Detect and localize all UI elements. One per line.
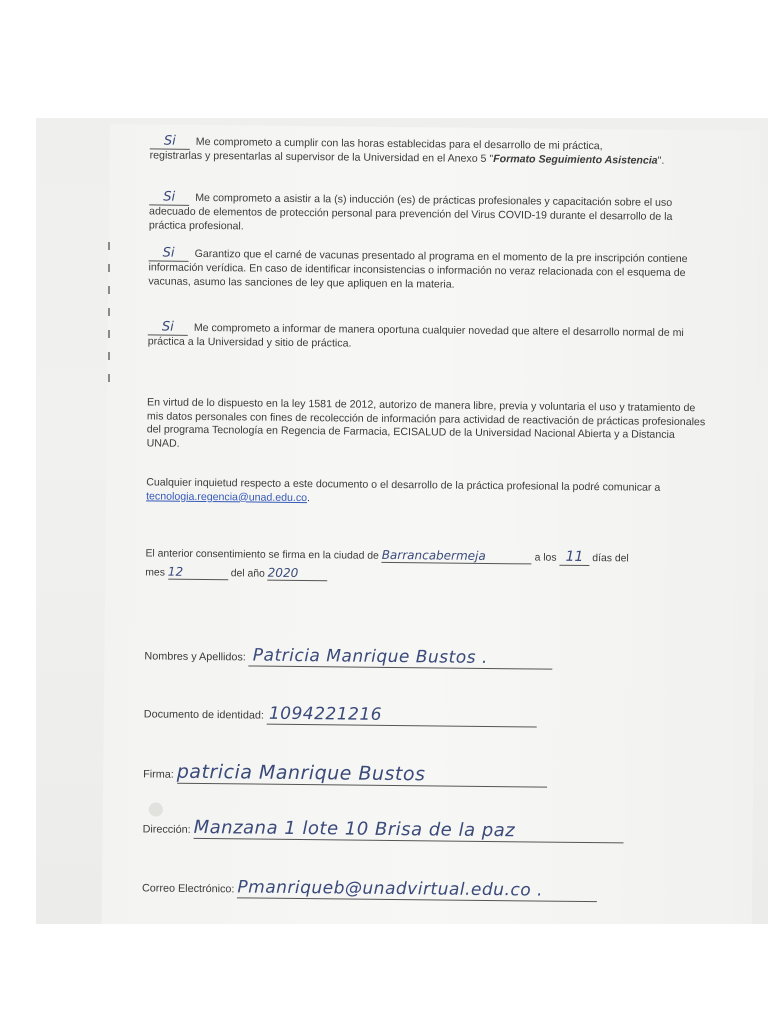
month-label: mes — [145, 567, 165, 579]
year-field[interactable]: 2020 — [268, 566, 328, 582]
signature-field[interactable]: patricia Manrique Bustos — [177, 761, 547, 788]
year-label: del año — [230, 568, 265, 580]
name-row — [144, 644, 553, 669]
contact-email-link[interactable]: tecnologia.regencia@unad.edu.co — [146, 489, 308, 504]
answer-1: Si — [150, 134, 190, 149]
signing-line-1 — [145, 544, 628, 566]
form-page — [102, 124, 760, 924]
days-suffix: días del — [592, 553, 629, 565]
statement-1-line-1: Me comprometo a cumplir con las horas establecidas para el desarrollo de mi práctica, — [195, 135, 603, 153]
binding-marks — [106, 228, 112, 488]
day-field[interactable]: 11 — [559, 549, 589, 566]
signing-prefix: El anterior consentimiento se firma en la ciudad de — [145, 548, 379, 562]
email-field[interactable]: Pmanriqueb@unadvirtual.edu.co . — [237, 877, 597, 902]
data-consent-paragraph: En virtud de lo dispuesto en la ley 1581 de 2012, autorizo de manera libre, previa y voluntaria el uso y tratamiento de mis datos personales con fines de recolección de información para actividad de reactivación de prácticas profesionales del programa Tecnología en Regencia de Farmacia, ECISALUD de la Universidad Nacional Abierta y a Distancia UNAD. — [146, 396, 706, 450]
signing-line-2 — [145, 564, 328, 581]
id-label: Documento de identidad: — [143, 708, 264, 722]
document-photo — [36, 118, 768, 924]
email-row — [142, 876, 598, 902]
name-field[interactable]: Patricia Manrique Bustos . — [249, 645, 553, 669]
signature-row — [143, 760, 547, 787]
answer-3: Si — [149, 246, 189, 261]
id-field[interactable]: 1094221216 — [267, 704, 537, 728]
email-label: Correo Electrónico: — [141, 882, 235, 896]
address-row — [143, 816, 624, 843]
statement-2 — [149, 190, 709, 238]
inquiry-tail: . — [306, 491, 311, 504]
days-label: a los — [534, 552, 557, 564]
answer-4: Si — [148, 320, 188, 335]
address-field[interactable]: Manzana 1 lote 10 Brisa de la paz — [194, 817, 624, 844]
inquiry-text: Cualquier inquietud respecto a este documento o el desarrollo de la práctica profesional la podré comunicar a — [146, 476, 661, 494]
statement-1 — [150, 134, 710, 168]
statement-1-line-2: registrarlas y presentarlas al supervisor de la Universidad en el Anexo 5 " — [149, 149, 494, 166]
city-field[interactable]: Barrancabermeja — [382, 548, 532, 565]
statement-3-text: Garantizo que el carné de vacunas presentado al programa en el momento de la pre inscripción contiene información verídica. En caso de identificar inconsistencias o información no veraz relacionada con el esquema de vacunas, asumo las sanciones de ley que apliquen en la materia. — [148, 247, 688, 291]
answer-2: Si — [149, 190, 189, 205]
address-label: Dirección: — [142, 823, 191, 836]
statement-4 — [148, 320, 708, 354]
ink-smudge — [149, 802, 163, 816]
statement-4-text: Me comprometo a informar de manera oportuna cualquier novedad que altere el desarrollo normal de mi práctica a la Universidad y sitio de práctica. — [147, 321, 684, 350]
inquiry-paragraph — [146, 476, 706, 509]
name-label: Nombres y Apellidos: — [144, 650, 246, 664]
statement-3 — [148, 246, 708, 294]
month-field[interactable]: 12 — [168, 565, 228, 581]
statement-2-text: Me comprometo a asistir a la (s) inducción (es) de prácticas profesionales y capacitación sobre el uso adecuado de elementos de protección personal para prevención del Virus COVID-19 durante el desarrollo de la práctica profesional. — [148, 191, 673, 232]
id-row — [144, 702, 537, 727]
statement-1-emphasis: Formato Seguimiento Asistencia — [493, 153, 658, 167]
signature-label: Firma: — [143, 768, 174, 781]
statement-1-tail: ". — [657, 154, 665, 167]
